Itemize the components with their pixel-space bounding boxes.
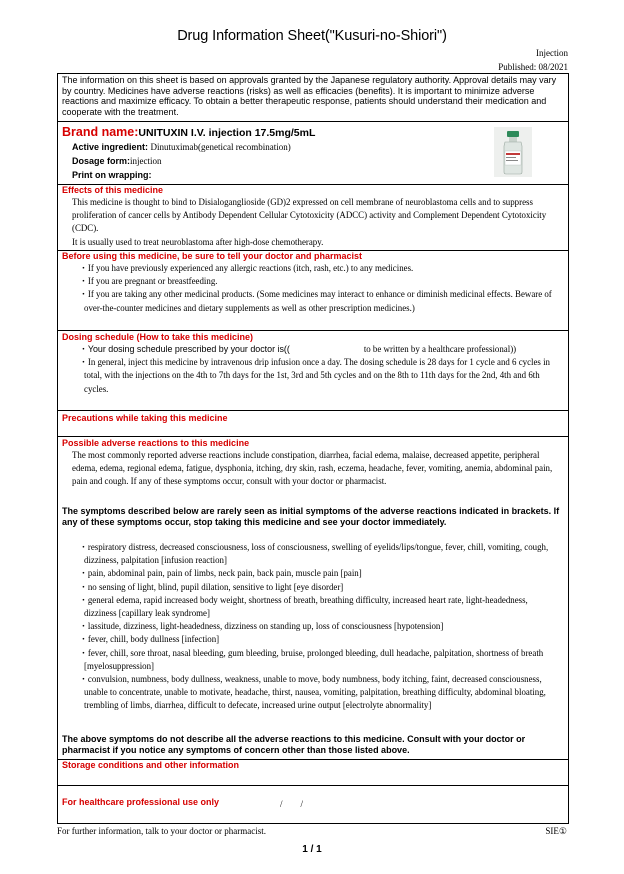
- published-date: Published: 08/2021: [498, 62, 568, 72]
- info-sheet: [57, 73, 569, 824]
- print-on-wrapping-row: Print on wrapping:: [72, 170, 152, 180]
- dosing-section: [58, 331, 568, 411]
- adverse-closing-note: The above symptoms do not describe all the adverse reactions to this medicine. Consult with your doctor or pharmacist if you notice any symptoms of concern other than those listed above.: [62, 734, 526, 756]
- hcp-date-field: / /: [280, 799, 304, 809]
- list-item: ・respiratory distress, decreased consciousness, loss of consciousness, swelling of eyelids/lips/tongue, fever, chill, vomiting, cough, dizziness, palpitation [infusion reaction]: [79, 542, 549, 566]
- dosing-list: [74, 343, 560, 396]
- intro-text: The information on this sheet is based on approvals granted by the Japanese regulatory authority. Approval details may vary by country. Medicines have adverse reactions (risks) as well as efficacies (benefits). It is important to minimize adverse reactions and maximize efficacy. To obtain a better therapeutic response, patients should understand their medication and cooperate with the treatment.: [62, 75, 557, 117]
- intro-section: [58, 74, 568, 122]
- hcp-section: [58, 786, 568, 823]
- document-title: Drug Information Sheet("Kusuri-no-Shiori"): [177, 28, 447, 44]
- list-item: ・Your dosing schedule prescribed by your doctor is(( to be written by a healthcare professional)): [79, 344, 517, 354]
- rare-reactions-intro: The symptoms described below are rarely seen as initial symptoms of the adverse reactions indicated in brackets. If any of these symptoms occur, stop taking this medicine and see your doctor immediately.: [62, 506, 560, 528]
- effects-heading: Effects of this medicine: [62, 185, 164, 195]
- storage-heading: Storage conditions and other information: [62, 760, 240, 770]
- effects-section: [58, 185, 568, 251]
- footer-code: SIE①: [545, 826, 567, 836]
- list-item: ・pain, abdominal pain, pain of limbs, neck pain, back pain, muscle pain [pain]: [79, 568, 362, 579]
- brand-name-label: Brand name:: [62, 125, 139, 139]
- common-reactions-text: The most commonly reported adverse reactions include constipation, diarrhea, facial edema, malaise, decreased appetite, peripheral edema, edema, regional edema, fatigue, dysphonia, itching, dry skin, rash, eczema, headache, fever, vomiting, anemia, abdominal pain, pain and cough. If any of these symptoms occur, consult with your doctor or pharmacist.: [72, 450, 553, 487]
- list-item: ・lassitude, dizziness, light-headedness, dizziness on standing up, loss of consciousness [hypotension]: [79, 621, 444, 632]
- dosage-form-value: injection: [130, 156, 162, 166]
- before-use-section: [58, 251, 568, 331]
- list-item: ・If you are pregnant or breastfeeding.: [79, 276, 218, 287]
- dosing-heading: Dosing schedule (How to take this medicine): [62, 332, 254, 342]
- vial-image: [494, 127, 532, 177]
- rare-reactions-list: [74, 541, 560, 713]
- brand-section: [58, 122, 568, 185]
- hcp-heading: For healthcare professional use only: [62, 797, 220, 807]
- list-item: ・If you are taking any other medicinal products. (Some medicines may interact to enhance or diminish medicinal effects. Beware of over-the-counter medicines and dietary supplements as well as other prescription medicines.): [79, 289, 552, 313]
- list-item: ・In general, inject this medicine by intravenous drip infusion once a day. The dosing schedule is 28 days for 1 cycle and 6 cycles in total, with the injections on the 4th to 7th days for the 1st, 3rd and 5th cycles and on the 8th to 11th days for the 2nd, 4th and 6th cycles.: [79, 357, 550, 394]
- list-item: ・general edema, rapid increased body weight, shortness of breath, breathing difficulty, increased heart rate, light-headedness, dizziness [capillary leak syndrome]: [79, 594, 528, 619]
- active-ingredient-value: Dinutuximab(genetical recombination): [150, 142, 291, 152]
- storage-section: [58, 760, 568, 786]
- list-item: ・no sensing of light, blind, pupil dilation, sensitive to light [eye disorder]: [79, 581, 344, 592]
- active-ingredient-row: Active ingredient: Dinutuximab(genetical recombination): [72, 142, 291, 152]
- list-item: ・fever, chill, body dullness [infection]: [79, 634, 220, 645]
- effects-body: This medicine is thought to bind to Disialoganglioside (GD)2 expressed on cell membrane of neuroblastoma cells and to suppress proliferation of cancer cells by Antibody Dependent Cellular Cytotoxicity (ADCC) activity and Complement Dependent Cytotoxicity (CDC). It is usually used to treat neuroblastoma after high-dose chemotherapy.: [72, 197, 547, 247]
- list-item: ・convulsion, numbness, body dullness, weakness, unable to move, body numbness, body itching, faint, decreased consciousness, unable to concentrate, unable to motivate, headache, thirst, nausea, vomiting, palpitation, breathing difficulty, abdominal bloating, trembling of limbs, diarrhea, difficult to defecate, increased urine output [electrolyte abnormality]: [79, 674, 546, 711]
- list-item: ・If you have previously experienced any allergic reactions (itch, rash, etc.) to any medicines.: [79, 263, 414, 273]
- before-use-heading: Before using this medicine, be sure to tell your doctor and pharmacist: [62, 251, 363, 261]
- page-number: 1 / 1: [302, 844, 322, 855]
- footer-note: For further information, talk to your doctor or pharmacist.: [57, 826, 266, 836]
- dosage-form-row: Dosage form:injection: [72, 156, 162, 166]
- brand-name-row: [62, 123, 315, 141]
- precautions-section: [58, 411, 568, 437]
- before-use-list: [74, 262, 560, 315]
- adverse-reactions-section: [58, 437, 568, 760]
- dosage-type-label: Injection: [536, 48, 568, 58]
- precautions-heading: Precautions while taking this medicine: [62, 413, 228, 423]
- brand-name-value: UNITUXIN I.V. injection 17.5mg/5mL: [138, 127, 316, 139]
- list-item: ・fever, chill, sore throat, nasal bleeding, gum bleeding, bruise, prolonged bleeding, dull headache, palpitation, shortness of breath [myelosuppression]: [79, 647, 544, 671]
- adverse-reactions-heading: Possible adverse reactions to this medicine: [62, 438, 250, 448]
